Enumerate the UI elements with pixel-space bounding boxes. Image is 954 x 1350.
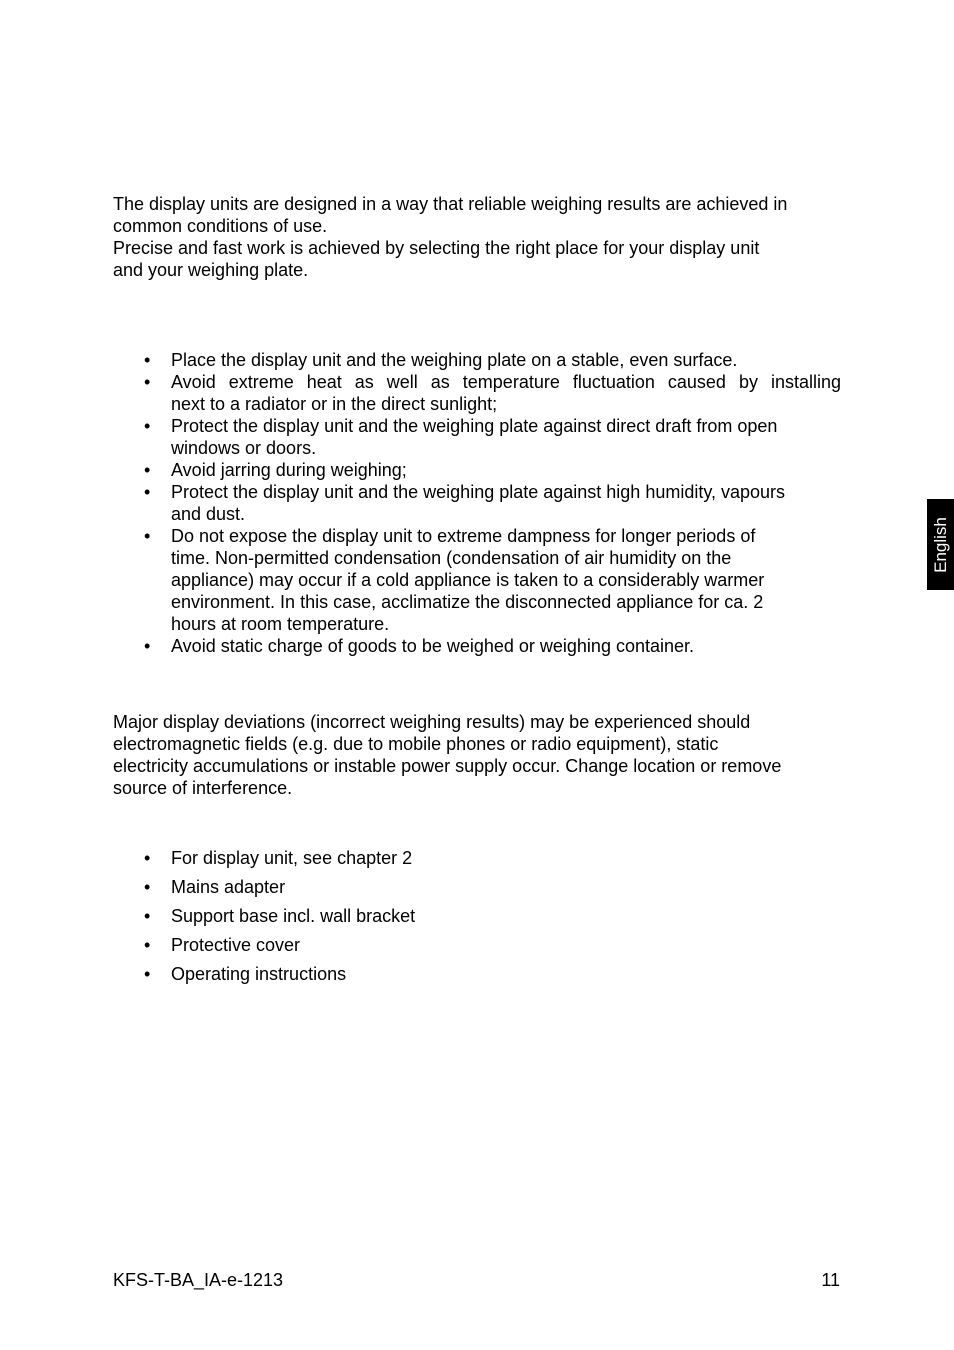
interference-line: Major display deviations (incorrect weighing results) may be experienced should: [113, 712, 751, 732]
bullet-icon: •: [144, 350, 151, 370]
list-item-text: environment. In this case, acclimatize the disconnected appliance for ca. 2: [171, 592, 764, 612]
list-item-text: Avoid jarring during weighing;: [171, 460, 407, 480]
installation-requirements-list: [113, 349, 841, 657]
intro-line: Precise and fast work is achieved by selecting the right place for your display unit: [113, 238, 760, 258]
interference-line: electricity accumulations or instable power supply occur. Change location or remove: [113, 756, 782, 776]
list-item: [113, 459, 841, 481]
list-item-text: time. Non-permitted condensation (condensation of air humidity on the: [171, 548, 732, 568]
scope-of-delivery-list: [113, 847, 841, 992]
list-item: [113, 934, 841, 956]
bullet-icon: •: [144, 460, 151, 480]
list-item-text: hours at room temperature.: [171, 614, 390, 634]
list-item-text: Protective cover: [171, 935, 301, 955]
bullet-icon: •: [144, 482, 151, 502]
list-item-text: windows or doors.: [171, 438, 317, 458]
bullet-icon: •: [144, 935, 151, 955]
list-item-text: Avoid extreme heat as well as temperature fluctuation caused by installing: [171, 372, 841, 392]
bullet-icon: •: [144, 848, 151, 868]
list-item-text: Do not expose the display unit to extreme dampness for longer periods of: [171, 526, 756, 546]
interference-paragraph: [113, 711, 841, 799]
list-item-text: Place the display unit and the weighing plate on a stable, even surface.: [171, 350, 738, 370]
list-item-text: Protect the display unit and the weighing plate against direct draft from open: [171, 416, 778, 436]
page-number: 11: [821, 1270, 840, 1290]
list-item: [113, 905, 841, 927]
bullet-icon: •: [144, 964, 151, 984]
list-item: [113, 371, 841, 415]
intro-line: The display units are designed in a way that reliable weighing results are achieved in: [113, 194, 788, 214]
bullet-icon: •: [144, 906, 151, 926]
list-item: [113, 847, 841, 869]
list-item: [113, 525, 841, 635]
language-tab: [927, 499, 954, 590]
intro-line: common conditions of use.: [113, 216, 328, 236]
list-item-text: Mains adapter: [171, 877, 286, 897]
list-item: [113, 963, 841, 985]
bullet-icon: •: [144, 416, 151, 436]
list-item-text: Operating instructions: [171, 964, 347, 984]
interference-line: electromagnetic fields (e.g. due to mobile phones or radio equipment), static: [113, 734, 719, 754]
list-item: [113, 876, 841, 898]
list-item-text: Support base incl. wall bracket: [171, 906, 416, 926]
language-tab-label: English: [930, 516, 950, 573]
interference-line: source of interference.: [113, 778, 293, 798]
list-item-text: and dust.: [171, 504, 246, 524]
bullet-icon: •: [144, 636, 151, 656]
bullet-icon: •: [144, 526, 151, 546]
list-item-text: Avoid static charge of goods to be weighed or weighing container.: [171, 636, 695, 656]
list-item-text: Protect the display unit and the weighing plate against high humidity, vapours: [171, 482, 786, 502]
list-item-text: appliance) may occur if a cold appliance is taken to a considerably warmer: [171, 570, 765, 590]
bullet-icon: •: [144, 877, 151, 897]
list-item: [113, 415, 841, 459]
list-item: [113, 481, 841, 525]
list-item-text: For display unit, see chapter 2: [171, 848, 413, 868]
intro-line: and your weighing plate.: [113, 260, 309, 280]
list-item-text: next to a radiator or in the direct sunlight;: [171, 394, 498, 414]
list-item: [113, 635, 841, 657]
list-item: [113, 349, 841, 371]
intro-paragraph: [113, 193, 841, 281]
bullet-icon: •: [144, 372, 151, 392]
footer-doc-code: KFS-T-BA_IA-e-1213: [113, 1270, 284, 1290]
